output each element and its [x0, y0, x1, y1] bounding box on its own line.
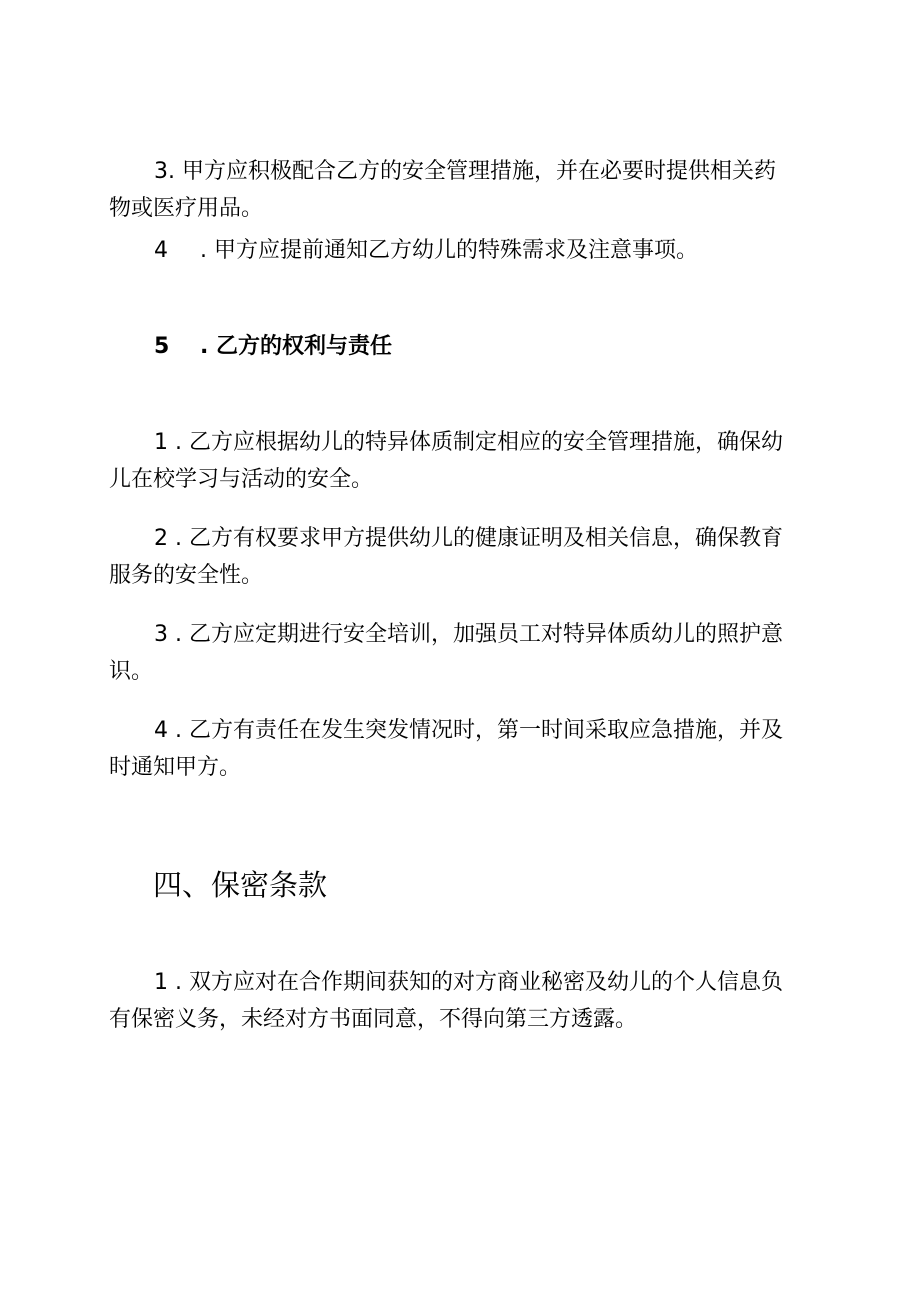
paragraph-party-a-3 — [109, 153, 814, 227]
paragraph-line-continued: 儿在校学习与活动的安全。 — [109, 467, 374, 492]
paragraph-line-continued: 识。 — [109, 659, 154, 684]
item-number: 4 — [154, 238, 168, 263]
section-title-party-b — [154, 328, 392, 365]
section-text: . 乙方的权利与责任 — [200, 334, 393, 359]
section-number: 5 — [154, 334, 170, 359]
paragraph-line: 2 . 乙方有权要求甲方提供幼儿的健康证明及相关信息，确保教育 — [154, 526, 783, 551]
paragraph-line: 3 . 乙方应定期进行安全培训，加强员工对特异体质幼儿的照护意 — [154, 622, 783, 647]
paragraph-confidentiality-1 — [109, 964, 814, 1038]
paragraph-line-continued: 有保密义务，未经对方书面同意，不得向第三方透露。 — [109, 1007, 638, 1032]
paragraph-line-continued: 服务的安全性。 — [109, 563, 264, 588]
paragraph-party-b-1 — [109, 424, 814, 498]
paragraph-line: 1 . 乙方应根据幼儿的特异体质制定相应的安全管理措施，确保幼 — [154, 430, 783, 455]
paragraph-line: 4 . 乙方有责任在发生突发情况时，第一时间采取应急措施，并及 — [154, 718, 783, 743]
paragraph-party-b-4 — [109, 712, 814, 786]
paragraph-line-continued: 时通知甲方。 — [109, 755, 242, 780]
paragraph-line-continued: 物或医疗用品。 — [109, 196, 264, 221]
paragraph-party-b-3 — [109, 616, 814, 690]
section-heading-confidentiality: 四、保密条款 — [153, 868, 328, 902]
paragraph-line: 3. 甲方应积极配合乙方的安全管理措施，并在必要时提供相关药 — [154, 159, 776, 184]
item-text: . 甲方应提前通知乙方幼儿的特殊需求及注意事项。 — [200, 238, 698, 263]
paragraph-party-b-2 — [109, 520, 814, 594]
paragraph-party-a-4 — [154, 232, 698, 269]
paragraph-line: 1 . 双方应对在合作期间获知的对方商业秘密及幼儿的个人信息负 — [154, 970, 783, 995]
